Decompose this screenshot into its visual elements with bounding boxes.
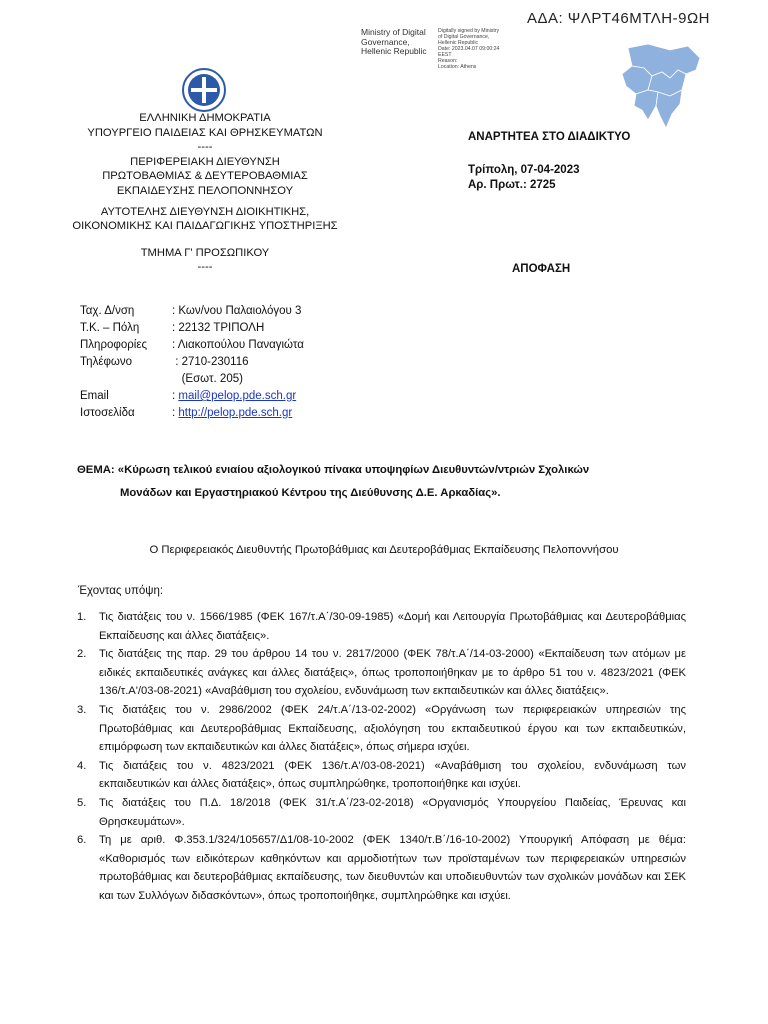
contact-row <box>80 320 304 337</box>
item-text: Τη με αριθ. Φ.353.1/324/105657/Δ1/08-10-2002 (ΦΕΚ 1340/τ.Β΄/16-10-2002) Υπουργική Απόφαση με θέμα: «Καθορισμός των ειδικότερων καθηκόντων και αρμοδιοτήτων των προϊσταμένων των περιφερειακών υπηρεσιών πρωτοβάθμιας και δευτεροβάθμιας εκπαίδευσης, των διευθυντών και υποδιευθυντών των σχολικών μονάδων και ΣΕΚ και των Συλλόγων διδασκόντων», όπως τροποποιήθηκε, συμπληρώθηκε και ισχύει. <box>99 834 686 902</box>
email-link[interactable]: mail@pelop.pde.sch.gr <box>178 390 297 402</box>
letterhead-line: ---- <box>197 141 213 154</box>
contact-row <box>80 303 304 320</box>
subject-line: ΘΕΜΑ: «Κύρωση τελικού ενιαίου αξιολογικού πίνακα υποψηφίων Διευθυντών/ντριών Σχολικών <box>77 464 590 476</box>
protocol-number: Αρ. Πρωτ.: 2725 <box>468 179 556 191</box>
document-meta <box>468 130 630 194</box>
contact-row <box>80 337 304 354</box>
list-item <box>77 831 686 905</box>
item-number: 5. <box>77 796 87 809</box>
contact-row-email <box>80 388 304 405</box>
sig-detail-line: Reason: <box>438 58 458 64</box>
list-item <box>77 757 686 794</box>
item-number: 4. <box>77 759 87 772</box>
item-number: 6. <box>77 834 87 847</box>
sig-org-line: Hellenic Republic <box>361 46 427 56</box>
list-item <box>77 794 686 831</box>
item-text: Τις διατάξεις του Π.Δ. 18/2018 (ΦΕΚ 31/τ.Α΄/23-02-2018) «Οργανισμός Υπουργείου Παιδείας, Έρευνας και Θρησκευμάτων». <box>99 796 686 828</box>
peloponnese-map-icon <box>608 40 708 132</box>
contact-row <box>80 354 304 371</box>
sig-detail-line: Digitally signed by Ministry <box>438 28 500 34</box>
letterhead-line: ΥΠΟΥΡΓΕΙΟ ΠΑΙΔΕΙΑΣ ΚΑΙ ΘΡΗΣΚΕΥΜΑΤΩΝ <box>87 126 323 139</box>
website-link[interactable]: http://pelop.pde.sch.gr <box>178 407 293 419</box>
item-number: 1. <box>77 611 87 623</box>
considering-heading: Έχοντας υπόψη: <box>78 585 164 597</box>
contact-key <box>80 371 172 388</box>
website-key: Ιστοσελίδα <box>80 407 135 419</box>
contact-value: : Κων/νου Παλαιολόγου 3 <box>172 305 302 317</box>
item-number: 2. <box>77 648 87 661</box>
item-number: 3. <box>77 703 87 716</box>
email-key: Email <box>80 390 109 402</box>
digital-signature-details <box>438 28 548 70</box>
contact-key: Ταχ. Δ/νση <box>80 305 135 317</box>
letterhead-line: ---- <box>197 261 213 274</box>
sig-org-line: Governance, <box>361 36 410 47</box>
contact-value: : 2710-230116 <box>172 356 249 368</box>
contact-value: : Λιακοπούλου Παναγιώτα <box>172 339 304 351</box>
director-title: Ο Περιφερειακός Διευθυντής Πρωτοβάθμιας και Δευτεροβάθμιας Εκπαίδευσης Πελοποννήσου <box>149 544 619 556</box>
item-text: Τις διατάξεις του ν. 2986/2002 (ΦΕΚ 24/τ.Α΄/13-02-2002) «Οργάνωση των περιφερειακών υπηρεσιών της Πρωτοβάθμιας και Δευτεροβάθμιας Εκπαίδευσης, αξιολόγηση του εκπαιδευτικού έργου και των εκπαιδευτικών, επιμόρφωση των εκπαιδευτικών και άλλες διατάξεις», όπως σήμερα ισχύει. <box>99 703 686 754</box>
contact-key: Πληροφορίες <box>80 339 148 351</box>
email-prefix: : <box>172 390 179 402</box>
item-text: Τις διατάξεις του ν. 1566/1985 (ΦΕΚ 167/τ.Α΄/30-09-1985) «Δομή και Λειτουργία Πρωτοβάθμιας και Δευτεροβάθμιας Εκπαίδευσης και άλλες διατάξεις». <box>99 611 686 642</box>
contact-row <box>80 371 304 388</box>
hellenic-republic-emblem-icon <box>181 67 227 113</box>
contact-row-website <box>80 405 304 422</box>
sig-org-line: Ministry of Digital <box>361 27 426 37</box>
contact-key: Τηλέφωνο <box>80 356 133 368</box>
letterhead <box>55 111 355 275</box>
sig-detail-line: Hellenic Republic <box>438 40 479 46</box>
considerations-list <box>77 608 686 906</box>
item-text: Τις διατάξεις της παρ. 29 του άρθρου 14 του ν. 2817/2000 (ΦΕΚ 78/τ.Α΄/14-03-2000) «Εκπαίδευση των ατόμων με ειδικές εκπαιδευτικές ανάγκες και άλλες διατάξεις», όπως τροποποιήθηκαν με το άρθρο 51 του ν. 4823/2021 (ΦΕΚ 136/τ.Α'/03-08-2021) «Αναβάθμιση του σχολείου, ενδυνάμωση των εκπαιδευτικών και άλλες διατάξεις». <box>99 648 686 698</box>
decision-heading: ΑΠΟΦΑΣΗ <box>512 263 571 275</box>
sig-detail-line: EEST <box>438 52 452 58</box>
sig-detail-line: of Digital Governance, <box>438 34 490 40</box>
ada-code: ΑΔΑ: ΨΛΡΤ46ΜΤΛΗ-9ΩΗ <box>526 10 710 27</box>
subject <box>77 459 697 505</box>
list-item <box>77 608 686 645</box>
post-online-label: ΑΝΑΡΤΗΤΕΑ ΣΤΟ ΔΙΑΔΙΚΤΥΟ <box>468 131 631 143</box>
contact-value: (Εσωτ. 205) <box>172 373 243 385</box>
contact-info <box>80 303 304 422</box>
sig-detail-line: Date: 2023.04.07 09:00:24 <box>438 46 500 52</box>
letterhead-line: ΠΕΡΙΦΕΡΕΙΑΚΗ ΔΙΕΥΘΥΝΣΗ <box>130 155 280 168</box>
digital-signature-org <box>361 28 427 57</box>
subject-line: Μονάδων και Εργαστηριακού Κέντρου της Διεύθυνσης Δ.Ε. Αρκαδίας». <box>120 487 501 499</box>
item-text: Τις διατάξεις του ν. 4823/2021 (ΦΕΚ 136/τ.Α'/03-08-2021) «Αναβάθμιση του σχολείου, ενδυνάμωση των εκπαιδευτικών και άλλες διατάξεις», όπως συμπληρώθηκε, τροποποιήθηκε και ισχύει. <box>99 759 686 791</box>
list-item <box>77 701 686 757</box>
letterhead-line: ΑΥΤΟΤΕΛΗΣ ΔΙΕΥΘΥΝΣΗ ΔΙΟΙΚΗΤΙΚΗΣ, <box>100 205 310 218</box>
email-value <box>172 388 296 405</box>
letterhead-line: ΕΚΠΑΙΔΕΥΣΗΣ ΠΕΛΟΠΟΝΝΗΣΟΥ <box>116 184 294 197</box>
website-prefix: : <box>172 407 179 419</box>
sig-detail-line: Location: Athens <box>438 64 477 70</box>
letterhead-line: ΤΜΗΜΑ Γ' ΠΡΟΣΩΠΙΚΟΥ <box>140 246 270 259</box>
website-value <box>172 405 292 422</box>
contact-key: Τ.Κ. – Πόλη <box>80 322 140 334</box>
letterhead-line: ΕΛΛΗΝΙΚΗ ΔΗΜΟΚΡΑΤΙΑ <box>139 112 271 124</box>
letterhead-line: ΟΙΚΟΝΟΜΙΚΗΣ ΚΑΙ ΠΑΙΔΑΓΩΓΙΚΗΣ ΥΠΟΣΤΗΡΙΞΗΣ <box>72 220 338 233</box>
list-item <box>77 645 686 701</box>
letterhead-line: ΠΡΩΤΟΒΑΘΜΙΑΣ & ΔΕΥΤΕΡΟΒΑΘΜΙΑΣ <box>102 170 308 183</box>
place-date: Τρίπολη, 07-04-2023 <box>468 163 580 176</box>
contact-value: : 22132 ΤΡΙΠΟΛΗ <box>172 322 265 334</box>
